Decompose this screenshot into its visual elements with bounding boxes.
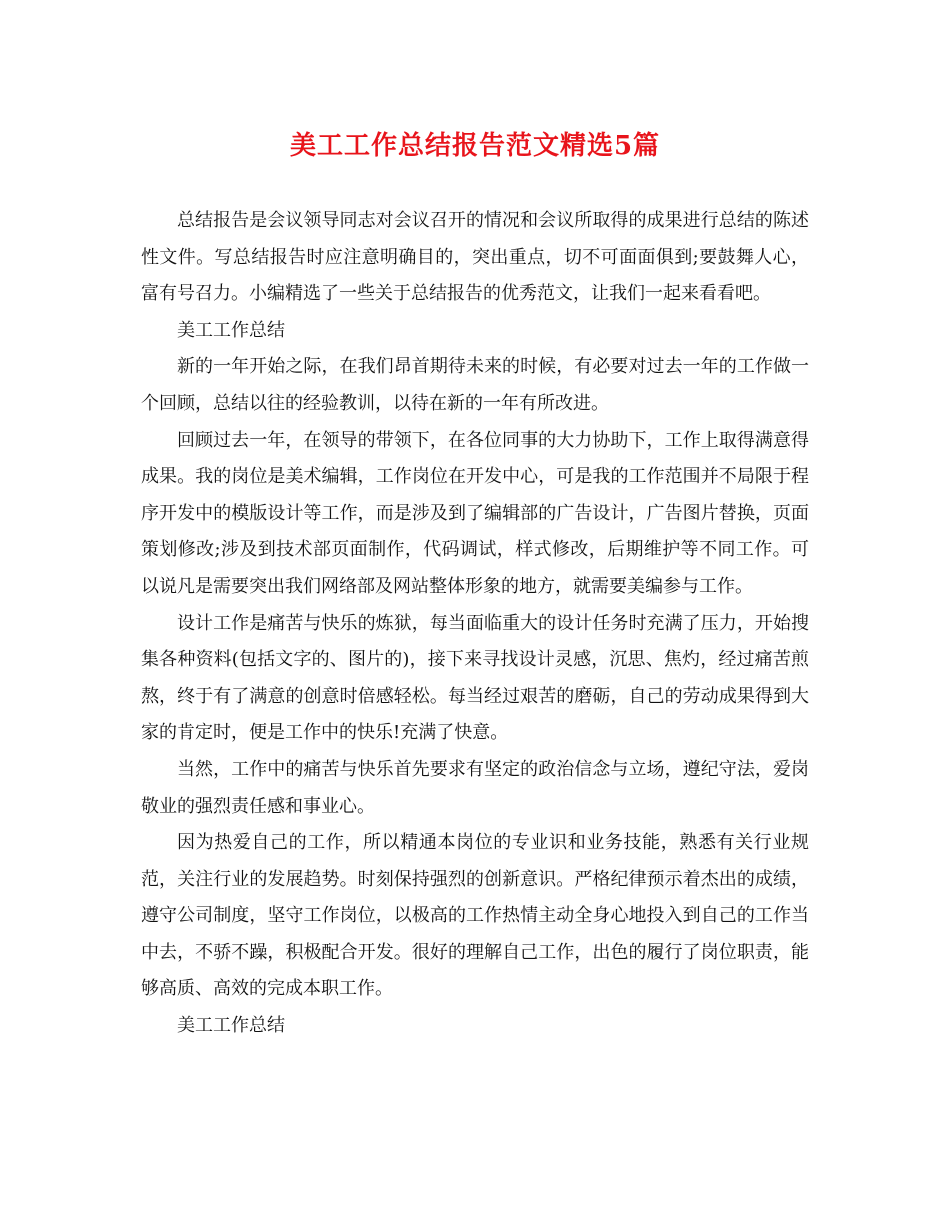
body-paragraph: 因为热爱自己的工作，所以精通本岗位的专业识和业务技能，熟悉有关行业规范，关注行业的发展趋势。时刻保持强烈的创新意识。严格纪律预示着杰出的成绩，遵守公司制度，坚守工作岗位，以极高的工作热情主动全身心地投入到自己的工作当中去，不骄不躁，积极配合开发。很好的理解自己工作，出色的履行了岗位职责，能够高质、高效的完成本职工作。 — [141, 832, 809, 1000]
intro-paragraph: 总结报告是会议领导同志对会议召开的情况和会议所取得的成果进行总结的陈述性文件。写总结报告时应注意明确目的，突出重点，切不可面面俱到;要鼓舞人心，富有号召力。小编精选了一些关于总结报告的优秀范文，让我们一起来看看吧。 — [141, 210, 809, 305]
document-title: 美工工作总结报告范文精选5篇 — [289, 131, 661, 161]
body-paragraph: 新的一年开始之际，在我们昂首期待未来的时候，有必要对过去一年的工作做一个回顾，总结以往的经验教训，以待在新的一年有所改进。 — [141, 356, 809, 414]
body-paragraph: 设计工作是痛苦与快乐的炼狱，每当面临重大的设计任务时充满了压力，开始搜集各种资料(包括文字的、图片的)，接下来寻找设计灵感，沉思、焦灼，经过痛苦煎熬，终于有了满意的创意时倍感轻松。每当经过艰苦的磨砺，自己的劳动成果得到大家的肯定时，便是工作中的快乐!充满了快意。 — [141, 612, 809, 744]
body-paragraph: 当然，工作中的痛苦与快乐首先要求有坚定的政治信念与立场，遵纪守法，爱岗敬业的强烈责任感和事业心。 — [141, 758, 809, 817]
document-body — [141, 203, 809, 1045]
section-heading: 美工工作总结 — [177, 1015, 285, 1037]
body-paragraph: 回顾过去一年，在领导的带领下，在各位同事的大力协助下，工作上取得满意得成果。我的岗位是美术编辑，工作岗位在开发中心，可是我的工作范围并不局限于程序开发中的模版设计等工作，而是涉及到了编辑部的广告设计，广告图片替换，页面策划修改;涉及到技术部页面制作，代码调试，样式修改，后期维护等不同工作。可以说凡是需要突出我们网络部及网站整体形象的地方，就需要美编参与工作。 — [141, 429, 809, 597]
section-heading: 美工工作总结 — [177, 319, 285, 341]
